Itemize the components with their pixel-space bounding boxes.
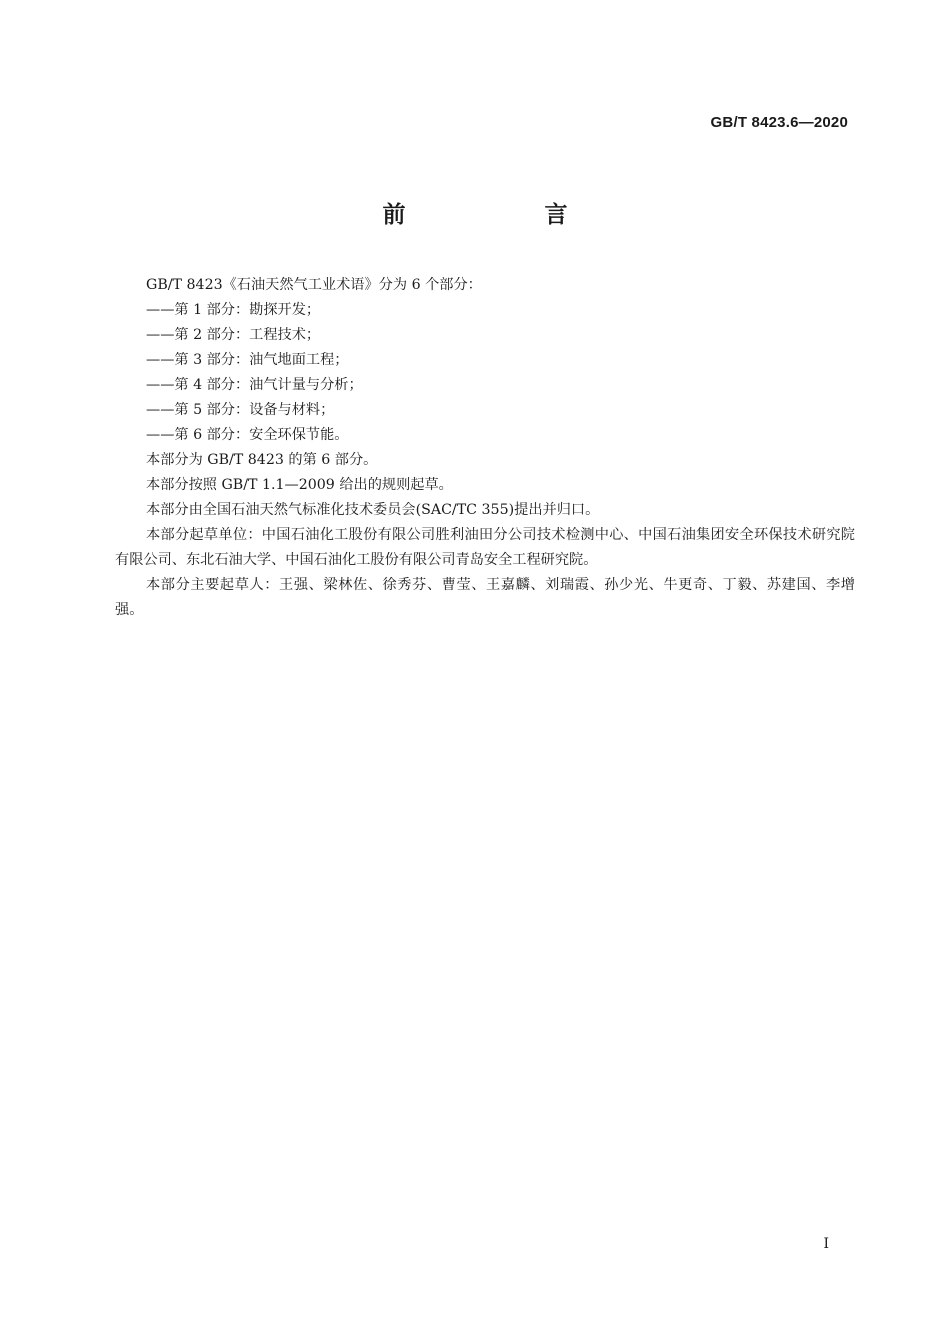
paragraph-drafting-units: 本部分起草单位：中国石油化工股份有限公司胜利油田分公司技术检测中心、中国石油集团安全环保技术研究院有限公司、东北石油大学、中国石油化工股份有限公司青岛安全工程研究院。	[115, 527, 855, 568]
list-item-part-6: ——第 6 部分：安全环保节能。	[146, 427, 349, 443]
page-title: 前 言	[382, 202, 626, 228]
foreword-body	[115, 273, 855, 623]
list-item-part-3: ——第 3 部分：油气地面工程；	[146, 352, 349, 368]
list-item-part-2: ——第 2 部分：工程技术；	[146, 327, 321, 343]
list-item-part-5: ——第 5 部分：设备与材料；	[146, 402, 335, 418]
list-item-part-1: ——第 1 部分：勘探开发；	[146, 302, 321, 318]
paragraph-drafters: 本部分主要起草人：王强、梁林佐、徐秀芬、曹莹、王嘉麟、刘瑞霞、孙少光、牛更奇、丁毅、苏建国、李增强。	[115, 577, 855, 618]
paragraph-proposed-by: 本部分由全国石油天然气标准化技术委员会(SAC/TC 355)提出并归口。	[146, 502, 600, 518]
page-number: I	[823, 1236, 829, 1252]
paragraph-drafting-rules: 本部分按照 GB/T 1.1—2009 给出的规则起草。	[146, 477, 453, 493]
list-item-part-4: ——第 4 部分：油气计量与分析；	[146, 377, 363, 393]
paragraph-intro: GB/T 8423《石油天然气工业术语》分为 6 个部分：	[146, 277, 482, 293]
standard-code: GB/T 8423.6—2020	[710, 114, 848, 131]
paragraph-part-statement: 本部分为 GB/T 8423 的第 6 部分。	[146, 452, 378, 468]
